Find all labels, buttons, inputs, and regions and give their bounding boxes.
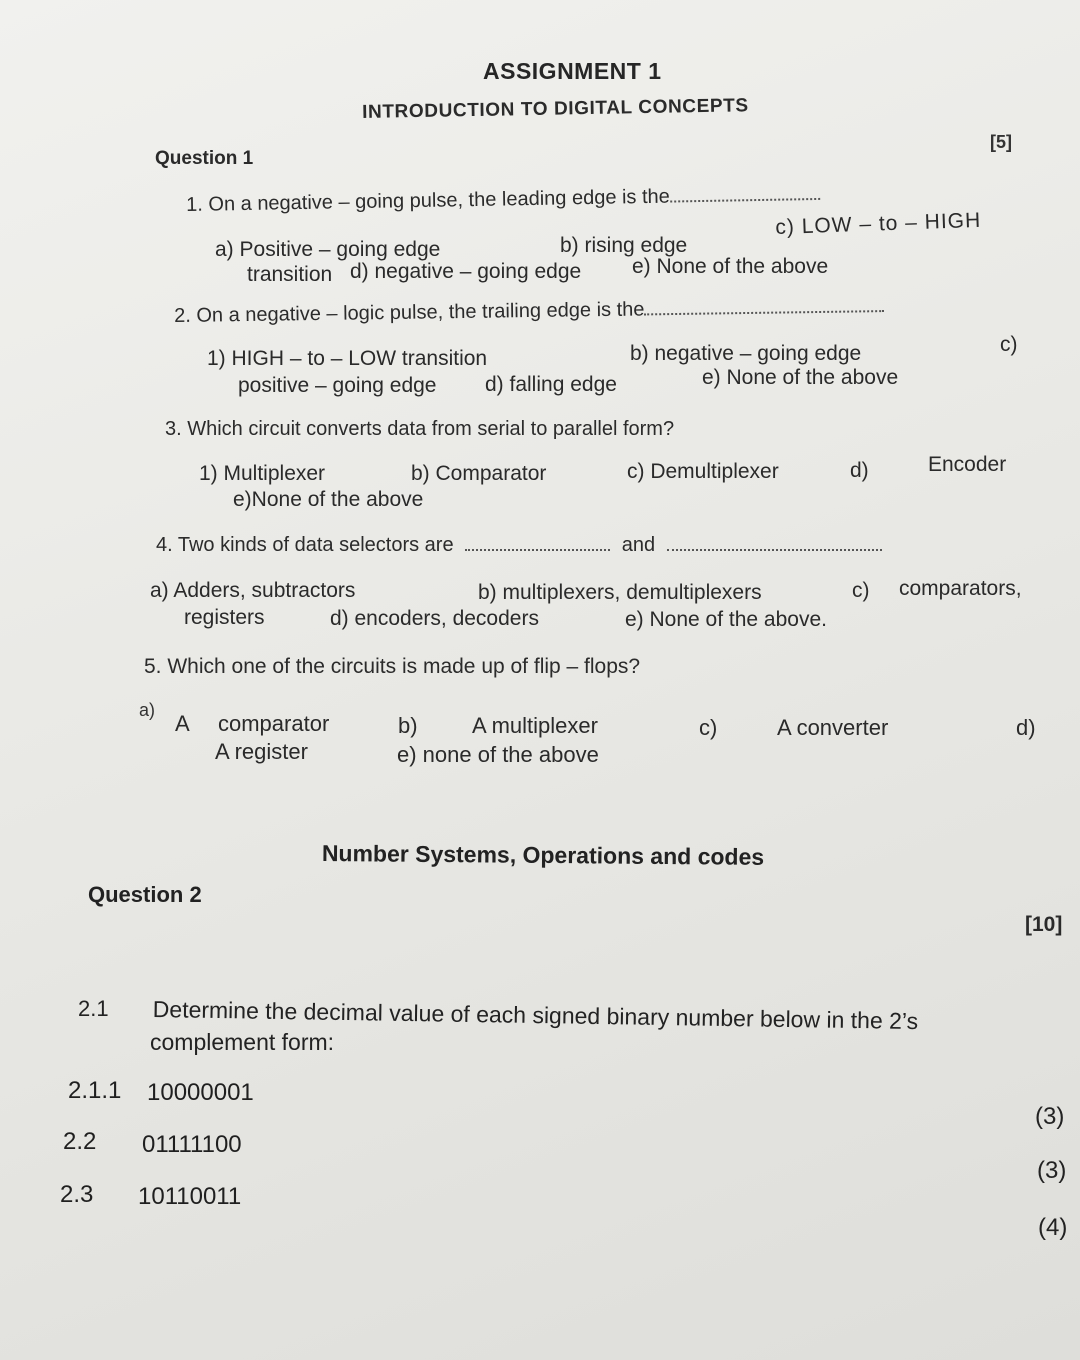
q1-item-4-option-c: c) [852, 579, 870, 602]
question-1-heading: Question 1 [155, 148, 254, 169]
item-2-2-number: 2.2 [63, 1128, 97, 1155]
q1-item-5-option-c: c) [699, 715, 718, 740]
question-2-marks: [10] [1025, 913, 1063, 936]
q1-item-3-option-d: d) [850, 459, 869, 482]
q1-item-1-option-e: e) None of the above [632, 255, 829, 278]
item-2-3-points: (4) [1038, 1214, 1068, 1241]
q1-item-5-stem: 5. Which one of the circuits is made up of flip – flops? [144, 655, 641, 678]
item-2-3-number: 2.3 [60, 1181, 94, 1208]
question-2-1-number: 2.1 [78, 996, 109, 1021]
q1-item-2-option-c-continued: positive – going edge [238, 374, 437, 397]
assignment-subtitle: INTRODUCTION TO DIGITAL CONCEPTS [362, 95, 749, 123]
q1-item-5-option-a-label: a) [139, 700, 156, 720]
q1-item-1-stem: 1. On a negative – going pulse, the leading edge is the [186, 185, 671, 216]
item-2-1-1-value: 10000001 [147, 1079, 254, 1106]
question-1-marks: [5] [990, 132, 1012, 152]
item-2-2-value: 01111100 [142, 1131, 242, 1158]
item-2-3-value: 10110011 [138, 1183, 242, 1210]
item-2-1-1-number: 2.1.1 [68, 1077, 122, 1104]
answer-blank [667, 548, 882, 551]
q1-item-2-option-b: b) negative – going edge [630, 342, 862, 365]
q1-item-3-stem: 3. Which circuit converts data from serial to parallel form? [165, 418, 675, 440]
q1-item-4-option-e: e) None of the above. [625, 608, 827, 631]
q1-item-4-stem: 4. Two kinds of data selectors are [156, 534, 454, 556]
q1-item-2-option-c: c) [1000, 333, 1018, 356]
q1-item-2-option-d: d) falling edge [485, 373, 617, 396]
q1-item-1-option-d: d) negative – going edge [350, 260, 582, 283]
q1-item-2-stem: 2. On a negative – logic pulse, the trailing edge is the [174, 298, 645, 327]
question-2-1-instruction-line-1: Determine the decimal value of each signed binary number below in the 2’s [152, 996, 919, 1035]
answer-blank [670, 197, 820, 203]
item-2-1-1-points: (3) [1035, 1103, 1065, 1130]
q1-item-4-option-c-continued-2: registers [184, 606, 265, 629]
q1-item-1-option-c-continued: transition [247, 263, 333, 286]
q1-item-4-option-b: b) multiplexers, demultiplexers [478, 581, 762, 604]
q1-item-2-option-a: 1) HIGH – to – LOW transition [207, 347, 488, 370]
q1-item-1-option-a: a) Positive – going edge [215, 238, 441, 261]
q1-item-3-option-e: e)None of the above [233, 488, 424, 511]
q1-item-5-option-d-continued: A register [215, 739, 308, 764]
q1-item-4-option-c-continued: comparators, [899, 577, 1022, 600]
q1-item-2-option-e: e) None of the above [702, 366, 899, 389]
q1-item-5-option-a-word: A [175, 711, 190, 736]
question-2-heading: Question 2 [88, 882, 202, 907]
q1-item-5-option-c-text: A converter [777, 715, 889, 740]
assignment-title: ASSIGNMENT 1 [483, 58, 662, 84]
q1-item-3-option-d-continued: Encoder [928, 453, 1007, 476]
q1-item-1-option-b: b) rising edge [560, 234, 688, 257]
q1-item-1-option-c: c) LOW – to – HIGH [775, 208, 982, 239]
question-2-1-instruction-line-2: complement form: [150, 1029, 335, 1055]
q1-item-5-option-d: d) [1016, 715, 1036, 740]
q1-item-5-option-e: e) none of the above [397, 742, 599, 767]
answer-blank [465, 548, 610, 551]
q1-item-4-option-a: a) Adders, subtractors [150, 579, 356, 602]
answer-blank [644, 309, 884, 315]
q1-item-4-and: and [621, 534, 656, 556]
q1-item-5-option-a: comparator [218, 711, 330, 736]
q1-item-3-option-a: 1) Multiplexer [199, 462, 326, 485]
item-2-2-points: (3) [1037, 1157, 1067, 1184]
q1-item-4-option-d: d) encoders, decoders [330, 607, 539, 630]
q1-item-3-option-c: c) Demultiplexer [627, 460, 779, 483]
q1-item-5-option-b: b) [398, 713, 418, 738]
q1-item-3-option-b: b) Comparator [411, 462, 547, 485]
section-title-number-systems: Number Systems, Operations and codes [321, 840, 765, 870]
q1-item-5-option-b-text: A multiplexer [472, 713, 598, 738]
